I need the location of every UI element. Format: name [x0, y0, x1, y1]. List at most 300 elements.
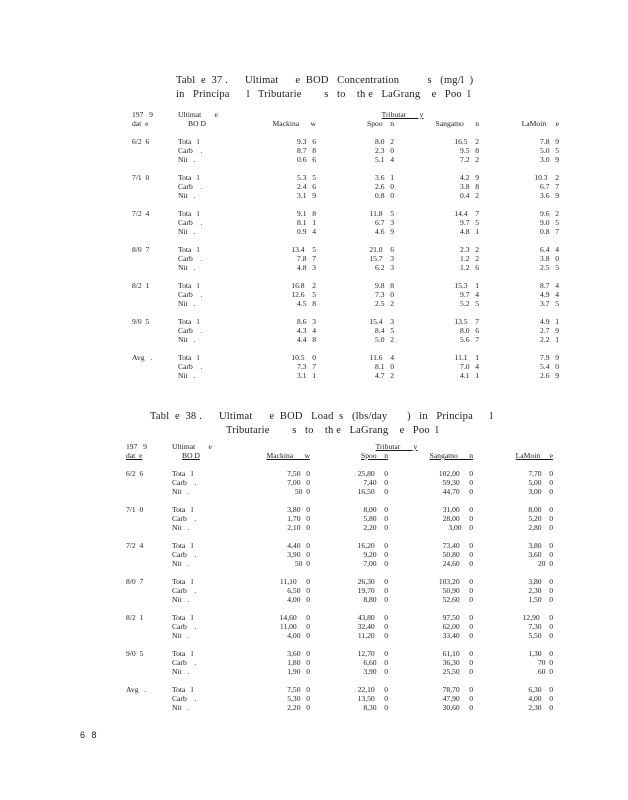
table-row: [126, 487, 553, 496]
lamoine-cell: 5,00 0: [528, 478, 553, 487]
mackinaw-cell: 3,90 0: [287, 550, 310, 559]
lamoine-cell: 5,50 0: [528, 631, 553, 640]
lamoine-cell: 8,00 0: [528, 505, 553, 514]
lamoine-cell: 7,30 0: [528, 622, 553, 631]
header-mackinaw: Mackina w: [272, 119, 316, 128]
table-row: [126, 505, 553, 514]
date-cell: [132, 227, 178, 236]
sangamon-cell: 15.3 1: [454, 281, 479, 290]
group-spacer: [126, 496, 553, 505]
sangamon-cell: 52,60 0: [442, 595, 473, 604]
bod-type-cell: Tota l: [178, 317, 200, 326]
spoon-cell: 11.6 4: [369, 353, 394, 362]
group-spacer: [126, 676, 553, 685]
mackinaw-cell: 7.3 7: [297, 362, 316, 371]
lamoine-cell: 2,30 0: [528, 586, 553, 595]
table-row: [126, 586, 553, 595]
sangamon-cell: 30,60 0: [442, 703, 473, 712]
date-cell: 7/1 0: [126, 505, 144, 514]
table-row: [132, 299, 559, 308]
mackinaw-cell: 4,00 0: [287, 631, 310, 640]
spoon-cell: 9.8 8: [375, 281, 394, 290]
sangamon-cell: 3.8 8: [460, 182, 479, 191]
table-row: [126, 613, 553, 622]
table-row: [132, 362, 559, 371]
bod-type-cell: Carb .: [178, 326, 203, 335]
date-cell: 9/0 5: [126, 649, 144, 658]
mackinaw-cell: 3,80 0: [287, 505, 310, 514]
bod-type-cell: Nit .: [172, 487, 190, 496]
sangamon-cell: 7.2 2: [460, 155, 479, 164]
spoon-cell: 8.1 0: [375, 362, 394, 371]
group-spacer: [132, 164, 559, 173]
sangamon-cell: 36,30 0: [442, 658, 473, 667]
header-sangamon: Sangamo n: [435, 119, 479, 128]
date-cell: 7/2 4: [126, 541, 144, 550]
sangamon-cell: 78,70 0: [442, 685, 473, 694]
mackinaw-cell: 5.3 5: [297, 173, 316, 182]
bod-type-cell: Tota l: [172, 577, 194, 586]
table-row: [126, 541, 553, 550]
mackinaw-cell: 16.8 2: [291, 281, 316, 290]
bod-type-cell: Carb .: [172, 586, 197, 595]
bod-type-cell: Nit .: [178, 227, 196, 236]
header-bod: BO D: [182, 451, 200, 460]
lamoine-cell: 3,60 0: [528, 550, 553, 559]
table-row: [132, 137, 559, 146]
lamoine-cell: 3,80 0: [528, 541, 553, 550]
table-row: [126, 478, 553, 487]
lamoine-cell: 4,00 0: [528, 694, 553, 703]
spoon-cell: 2.5 2: [375, 299, 394, 308]
mackinaw-cell: 8.7 8: [297, 146, 316, 155]
spoon-cell: 6,60 0: [363, 658, 388, 667]
mackinaw-cell: 10.5 0: [291, 353, 316, 362]
bod-type-cell: Nit .: [178, 371, 196, 380]
bod-type-cell: Carb .: [178, 362, 203, 371]
lamoine-cell: 7,70 0: [528, 469, 553, 478]
date-cell: 6/2 6: [126, 469, 144, 478]
table-row: [126, 658, 553, 667]
mackinaw-cell: 50 0: [294, 487, 310, 496]
date-cell: [132, 254, 178, 263]
date-cell: Avg .: [132, 353, 153, 362]
table-row: [132, 245, 559, 254]
date-cell: 7/1 0: [132, 173, 150, 182]
table-row: [132, 173, 559, 182]
lamoine-cell: 4.9 4: [540, 290, 559, 299]
table-row: [132, 218, 559, 227]
lamoine-cell: 2.5 5: [540, 263, 559, 272]
spoon-cell: 19,70 0: [357, 586, 388, 595]
mackinaw-cell: 9.1 8: [297, 209, 316, 218]
spoon-cell: 8,30 0: [363, 703, 388, 712]
spoon-cell: 9,20 0: [363, 550, 388, 559]
spoon-cell: 25,80 0: [357, 469, 388, 478]
header-lamoine: LaMoin e: [515, 451, 553, 460]
mackinaw-cell: 4.5 8: [297, 299, 316, 308]
date-cell: 8/2 1: [126, 613, 144, 622]
spoon-cell: 13,50 0: [357, 694, 388, 703]
bod-type-cell: Nit .: [172, 559, 190, 568]
spoon-cell: 3,90 0: [363, 667, 388, 676]
spoon-cell: 26,30 0: [357, 577, 388, 586]
date-cell: [126, 694, 172, 703]
group-spacer: [132, 200, 559, 209]
spoon-cell: 3.6 1: [375, 173, 394, 182]
spoon-cell: 12,70 0: [357, 649, 388, 658]
table-37-title-line-2: in Principa l Tributarie s to th e LaGrang e Poo l: [176, 89, 471, 100]
bod-type-cell: Carb .: [172, 622, 197, 631]
sangamon-cell: 28,00 0: [442, 514, 473, 523]
sangamon-cell: 73,40 0: [442, 541, 473, 550]
group-spacer: [132, 128, 559, 137]
mackinaw-cell: 0.6 6: [297, 155, 316, 164]
page-number: 6 8: [80, 730, 99, 740]
mackinaw-cell: 1,80 0: [287, 658, 310, 667]
mackinaw-cell: 6,50 0: [287, 586, 310, 595]
bod-type-cell: Nit .: [178, 263, 196, 272]
spoon-cell: 2.6 0: [375, 182, 394, 191]
spoon-cell: 15.4 3: [369, 317, 394, 326]
date-cell: [126, 631, 172, 640]
table-38-title-line-2: Tributarie s to th e LaGrang e Poo l: [226, 425, 439, 436]
lamoine-cell: 2.2 1: [540, 335, 559, 344]
mackinaw-cell: 5,30 0: [287, 694, 310, 703]
sangamon-cell: 4.1 1: [460, 371, 479, 380]
spoon-cell: 2,20 0: [363, 523, 388, 532]
sangamon-cell: 102,00 0: [438, 469, 473, 478]
date-cell: 8/0 7: [132, 245, 150, 254]
bod-type-cell: Tota l: [178, 353, 200, 362]
bod-type-cell: Carb .: [178, 254, 203, 263]
spoon-cell: 22,10 0: [357, 685, 388, 694]
sangamon-cell: 0.4 2: [460, 191, 479, 200]
date-cell: [132, 191, 178, 200]
sangamon-cell: 4.2 9: [460, 173, 479, 182]
table-row: [132, 281, 559, 290]
sangamon-cell: 103,20 0: [438, 577, 473, 586]
group-spacer: [132, 272, 559, 281]
lamoine-cell: 6,30 0: [528, 685, 553, 694]
table-38-body: [126, 460, 553, 712]
group-spacer: [126, 568, 553, 577]
spoon-cell: 5.0 2: [375, 335, 394, 344]
header-spoon: Spoo n: [366, 119, 394, 128]
lamoine-cell: 1,50 0: [528, 595, 553, 604]
bod-type-cell: Tota l: [172, 613, 194, 622]
sangamon-cell: 9.7 5: [460, 218, 479, 227]
date-cell: 8/2 1: [132, 281, 150, 290]
lamoine-cell: 5.4 0: [540, 362, 559, 371]
sangamon-cell: 14.4 7: [454, 209, 479, 218]
spoon-cell: 8,80 0: [363, 595, 388, 604]
bod-type-cell: Tota l: [172, 541, 194, 550]
table-row: [126, 514, 553, 523]
sangamon-cell: 59,30 0: [442, 478, 473, 487]
table-row: [126, 595, 553, 604]
bod-type-cell: Nit .: [172, 703, 190, 712]
bod-type-cell: Nit .: [172, 667, 190, 676]
mackinaw-cell: 4.8 3: [297, 263, 316, 272]
mackinaw-cell: 0.9 4: [297, 227, 316, 236]
mackinaw-cell: 7,50 0: [287, 685, 310, 694]
spoon-cell: 8,00 0: [363, 505, 388, 514]
date-cell: [126, 622, 172, 631]
lamoine-cell: 3.7 5: [540, 299, 559, 308]
date-cell: [132, 155, 178, 164]
sangamon-cell: 1.2 6: [460, 263, 479, 272]
header-year: 197 9: [132, 110, 153, 119]
bod-type-cell: Carb .: [172, 658, 197, 667]
date-cell: [126, 514, 172, 523]
bod-type-cell: Nit .: [172, 523, 190, 532]
table-row: [126, 694, 553, 703]
bod-type-cell: Nit .: [178, 299, 196, 308]
mackinaw-cell: 4.4 8: [297, 335, 316, 344]
date-cell: [126, 559, 172, 568]
bod-type-cell: Carb .: [172, 550, 197, 559]
mackinaw-cell: 11,10 0: [279, 577, 310, 586]
header-lamoine: LaMoin e: [521, 119, 559, 128]
bod-type-cell: Carb .: [172, 478, 197, 487]
sangamon-cell: 13.5 7: [454, 317, 479, 326]
table-37-title-line-1: Tabl e 37 . Ultimat e BOD Concentration s (mg/l ): [176, 75, 474, 86]
sangamon-cell: 47,90 0: [442, 694, 473, 703]
lamoine-cell: 1,30 0: [528, 649, 553, 658]
lamoine-cell: 60 0: [537, 667, 553, 676]
table-row: [132, 335, 559, 344]
bod-type-cell: Tota l: [178, 209, 200, 218]
table-row: [126, 649, 553, 658]
lamoine-cell: 7.9 9: [540, 353, 559, 362]
header-bod: BO D: [188, 119, 206, 128]
date-cell: [132, 290, 178, 299]
lamoine-cell: 4.9 1: [540, 317, 559, 326]
header-date: dat e: [132, 119, 149, 128]
lamoine-cell: 3,80 0: [528, 577, 553, 586]
mackinaw-cell: 3,60 0: [287, 649, 310, 658]
mackinaw-cell: 7.8 7: [297, 254, 316, 263]
spoon-cell: 16,20 0: [357, 541, 388, 550]
lamoine-cell: 10.3 2: [534, 173, 559, 182]
lamoine-cell: 9.6 2: [540, 209, 559, 218]
date-cell: [132, 218, 178, 227]
spoon-cell: 8.0 2: [375, 137, 394, 146]
spoon-cell: 7.3 0: [375, 290, 394, 299]
table-row: [132, 254, 559, 263]
header-ultimate: Ultimat e: [178, 110, 218, 119]
lamoine-cell: 7.8 9: [540, 137, 559, 146]
mackinaw-cell: 50 0: [294, 559, 310, 568]
bod-type-cell: Tota l: [172, 649, 194, 658]
sangamon-cell: 25,50 0: [442, 667, 473, 676]
table-row: [126, 550, 553, 559]
group-spacer: [132, 236, 559, 245]
mackinaw-cell: 2,20 0: [287, 703, 310, 712]
bod-type-cell: Tota l: [172, 685, 194, 694]
table-row: [126, 523, 553, 532]
table-row: [132, 191, 559, 200]
date-cell: 7/2 4: [132, 209, 150, 218]
mackinaw-cell: 3.1 1: [297, 371, 316, 380]
spoon-cell: 6.2 3: [375, 263, 394, 272]
lamoine-cell: 5.0 5: [540, 146, 559, 155]
table-row: [132, 146, 559, 155]
table-row: [132, 290, 559, 299]
mackinaw-cell: 1,70 0: [287, 514, 310, 523]
date-cell: 8/0 7: [126, 577, 144, 586]
date-cell: [132, 335, 178, 344]
table-row: [132, 317, 559, 326]
spoon-cell: 7,00 0: [363, 559, 388, 568]
mackinaw-cell: 2,10 0: [287, 523, 310, 532]
lamoine-cell: 6.4 4: [540, 245, 559, 254]
spoon-cell: 5.1 4: [375, 155, 394, 164]
bod-type-cell: Carb .: [172, 694, 197, 703]
header-tributary: Tributar y: [381, 110, 424, 119]
mackinaw-cell: 14,60 0: [279, 613, 310, 622]
mackinaw-cell: 13.4 5: [291, 245, 316, 254]
table-37-body: [132, 128, 559, 380]
bod-type-cell: Carb .: [178, 182, 203, 191]
spoon-cell: 43,80 0: [357, 613, 388, 622]
group-spacer: [126, 640, 553, 649]
sangamon-cell: 44,70 0: [442, 487, 473, 496]
table-37-header: [132, 110, 559, 128]
group-spacer: [132, 344, 559, 353]
group-spacer: [126, 460, 553, 469]
mackinaw-cell: 4,00 0: [287, 595, 310, 604]
mackinaw-cell: 3.1 9: [297, 191, 316, 200]
sangamon-cell: 7.0 4: [460, 362, 479, 371]
sangamon-cell: 50,90 0: [442, 586, 473, 595]
sangamon-cell: 50,80 0: [442, 550, 473, 559]
lamoine-cell: 20 0: [537, 559, 553, 568]
table-38-title-line-1: Tabl e 38 . Ultimat e BOD Load s (lbs/day ) in Principa l: [150, 411, 494, 422]
lamoine-cell: 9.0 5: [540, 218, 559, 227]
sangamon-cell: 4.8 1: [460, 227, 479, 236]
lamoine-cell: 3.8 0: [540, 254, 559, 263]
mackinaw-cell: 2.4 6: [297, 182, 316, 191]
mackinaw-cell: 11,00 0: [279, 622, 310, 631]
bod-type-cell: Nit .: [172, 595, 190, 604]
date-cell: [132, 263, 178, 272]
date-cell: [132, 362, 178, 371]
sangamon-cell: 9.5 8: [460, 146, 479, 155]
table-37-bod-concentrations: [132, 110, 559, 380]
mackinaw-cell: 9.3 6: [297, 137, 316, 146]
spoon-cell: 5,80 0: [363, 514, 388, 523]
table-row: [126, 622, 553, 631]
spoon-cell: 4.6 9: [375, 227, 394, 236]
table-row: [126, 667, 553, 676]
table-38-header: [126, 442, 553, 460]
date-cell: [126, 523, 172, 532]
spoon-cell: 4.7 2: [375, 371, 394, 380]
mackinaw-cell: 1,90 0: [287, 667, 310, 676]
table-38-bod-loads: [126, 442, 553, 712]
date-cell: [132, 299, 178, 308]
date-cell: [126, 550, 172, 559]
table-row: [132, 371, 559, 380]
sangamon-cell: 31,00 0: [442, 505, 473, 514]
lamoine-cell: 2,80 0: [528, 523, 553, 532]
mackinaw-cell: 7,50 0: [287, 469, 310, 478]
sangamon-cell: 9.7 4: [460, 290, 479, 299]
sangamon-cell: 97,50 0: [442, 613, 473, 622]
lamoine-cell: 8.7 4: [540, 281, 559, 290]
date-cell: [132, 146, 178, 155]
date-cell: [126, 595, 172, 604]
date-cell: [126, 487, 172, 496]
mackinaw-cell: 4.3 4: [297, 326, 316, 335]
bod-type-cell: Tota l: [178, 137, 200, 146]
date-cell: [132, 371, 178, 380]
spoon-cell: 15.7 3: [369, 254, 394, 263]
spoon-cell: 11,20 0: [357, 631, 388, 640]
sangamon-cell: 1.2 2: [460, 254, 479, 263]
date-cell: 6/2 6: [132, 137, 150, 146]
table-row: [126, 559, 553, 568]
table-row: [126, 685, 553, 694]
header-ultimate: Ultimat e: [172, 442, 212, 451]
lamoine-cell: 12,90 0: [522, 613, 553, 622]
mackinaw-cell: 7,00 0: [287, 478, 310, 487]
table-row: [126, 577, 553, 586]
header-sangamon: Sangamo n: [429, 451, 473, 460]
sangamon-cell: 61,10 0: [442, 649, 473, 658]
date-cell: [132, 182, 178, 191]
spoon-cell: 7,40 0: [363, 478, 388, 487]
sangamon-cell: 33,40 0: [442, 631, 473, 640]
table-row: [132, 209, 559, 218]
lamoine-cell: 2.7 9: [540, 326, 559, 335]
sangamon-cell: 8.0 6: [460, 326, 479, 335]
sangamon-cell: 5.6 7: [460, 335, 479, 344]
bod-type-cell: Tota l: [178, 281, 200, 290]
sangamon-cell: 5.2 5: [460, 299, 479, 308]
bod-type-cell: Nit .: [172, 631, 190, 640]
bod-type-cell: Nit .: [178, 335, 196, 344]
lamoine-cell: 3.0 9: [540, 155, 559, 164]
bod-type-cell: Tota l: [172, 505, 194, 514]
group-spacer: [126, 604, 553, 613]
lamoine-cell: 70 0: [537, 658, 553, 667]
spoon-cell: 11.8 5: [369, 209, 394, 218]
group-spacer: [132, 308, 559, 317]
header-spoon: Spoo n: [360, 451, 388, 460]
spoon-cell: 32,40 0: [357, 622, 388, 631]
mackinaw-cell: 8.1 1: [297, 218, 316, 227]
mackinaw-cell: 8.6 3: [297, 317, 316, 326]
date-cell: [126, 703, 172, 712]
sangamon-cell: 3,00 0: [448, 523, 473, 532]
spoon-cell: 16,50 0: [357, 487, 388, 496]
sangamon-cell: 24,60 0: [442, 559, 473, 568]
bod-type-cell: Carb .: [172, 514, 197, 523]
spoon-cell: 0.8 0: [375, 191, 394, 200]
bod-type-cell: Tota l: [178, 173, 200, 182]
sangamon-cell: 11.1 1: [454, 353, 479, 362]
sangamon-cell: 62,00 0: [442, 622, 473, 631]
bod-type-cell: Nit .: [178, 155, 196, 164]
bod-type-cell: Carb .: [178, 290, 203, 299]
table-row: [132, 353, 559, 362]
table-row: [126, 469, 553, 478]
table-row: [126, 631, 553, 640]
lamoine-cell: 3.6 9: [540, 191, 559, 200]
